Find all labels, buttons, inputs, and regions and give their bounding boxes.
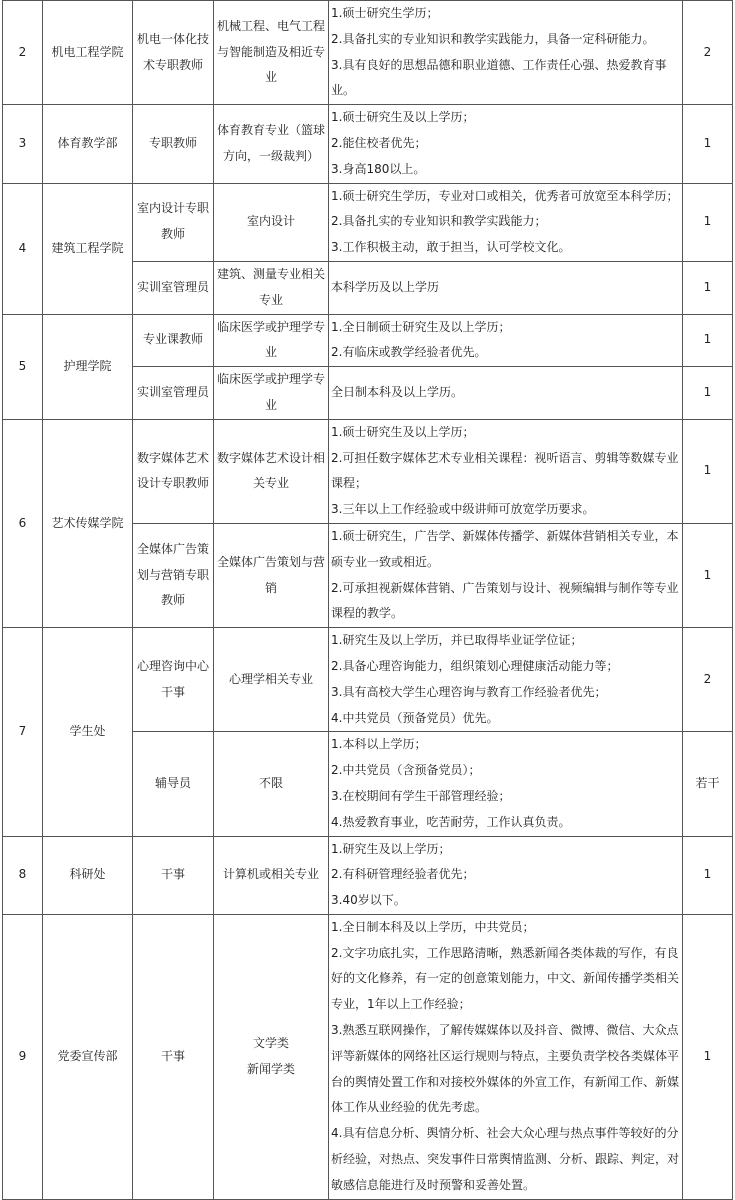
requirement-line: 业。 <box>331 83 356 98</box>
requirements <box>329 836 683 914</box>
requirement-line: 1.硕士研究生学历； <box>331 6 439 20</box>
requirement-line: 2.具备扎实的专业知识和教学实践能力，具备一定科研能力。 <box>331 31 655 46</box>
department: 建筑工程学院 <box>43 183 133 314</box>
requirements <box>329 105 683 183</box>
headcount: 1 <box>683 523 733 627</box>
requirements <box>329 419 683 523</box>
table-row <box>3 105 733 183</box>
row-number: 9 <box>3 914 43 1199</box>
requirement-line: 1.研究生及以上学历； <box>331 841 451 856</box>
requirement-line: 2.具备心理咨询能力，组织策划心理健康活动能力等； <box>331 658 619 673</box>
table-row <box>3 1 733 105</box>
requirement-line: 硕专业一致或相近。 <box>331 554 440 569</box>
row-number: 8 <box>3 836 43 914</box>
requirement-line: 2.能住校者优先； <box>331 135 427 150</box>
requirements <box>329 628 683 732</box>
headcount: 1 <box>683 105 733 183</box>
table-row <box>3 314 733 367</box>
major-line: 文学类 <box>252 1035 289 1050</box>
major: 临床医学或护理学专业 <box>214 367 329 420</box>
requirement-line: 3.身高180以上。 <box>331 161 426 176</box>
recruitment-table <box>2 0 733 1200</box>
requirement-line: 3.三年以上工作经验或中级讲师可放宽学历要求。 <box>331 502 595 517</box>
requirement-line: 3.工作积极主动，敢于担当，认可学校文化。 <box>331 240 571 255</box>
table-row <box>3 914 733 1199</box>
row-number: 6 <box>3 419 43 627</box>
headcount: 1 <box>683 261 733 314</box>
requirement-line: 4.具有信息分析、舆情分析、社会大众心理与热点事件等较好的分 <box>331 1126 679 1141</box>
major <box>214 914 329 1199</box>
position: 机电一体化技术专职教师 <box>133 1 214 105</box>
requirement-line: 4.热爱教育事业，吃苦耐劳，工作认真负责。 <box>331 814 571 829</box>
requirement-line: 2.有临床或教学经验者优先。 <box>331 345 487 360</box>
headcount: 若干 <box>683 732 733 836</box>
requirement-line: 1.全日制本科及以上学历，中共党员； <box>331 919 535 934</box>
row-number: 3 <box>3 105 43 183</box>
requirement-line: 课程； <box>331 476 368 491</box>
headcount: 1 <box>683 419 733 523</box>
requirement-line: 1.硕士研究生及以上学历； <box>331 424 475 439</box>
position: 心理咨询中心干事 <box>133 628 214 732</box>
requirement-line: 3.40岁以下。 <box>331 893 406 908</box>
requirement-line: 本科学历及以上学历 <box>331 279 440 294</box>
requirement-line: 2.可担任数字媒体艺术专业相关课程：视听语言、剪辑等数媒专业 <box>331 450 679 465</box>
requirements <box>329 914 683 1199</box>
headcount: 1 <box>683 836 733 914</box>
position: 室内设计专职教师 <box>133 183 214 261</box>
requirement-line: 专业，1年以上工作经验； <box>331 997 471 1012</box>
major: 临床医学或护理学专业 <box>214 314 329 367</box>
requirements <box>329 523 683 627</box>
major-line: 新闻学类 <box>246 1061 295 1076</box>
requirements <box>329 261 683 314</box>
requirement-line: 台的舆情处置工作和对接校外媒体的外宣工作，有新闻工作、新媒 <box>331 1074 680 1089</box>
position: 辅导员 <box>133 732 214 836</box>
requirement-line: 1.硕士研究生及以上学历； <box>331 110 475 125</box>
requirement-line: 好的文化修养，有一定的创意策划能力，中文、新闻传播学类相关 <box>331 971 680 986</box>
requirement-line: 3.具有良好的思想品德和职业道德、工作责任心强、热爱教育事 <box>331 57 667 72</box>
table-row <box>3 183 733 261</box>
position: 数字媒体艺术设计专职教师 <box>133 419 214 523</box>
position: 干事 <box>133 914 214 1199</box>
major: 不限 <box>214 732 329 836</box>
requirement-line: 3.熟悉互联网操作，了解传媒媒体以及抖音、微博、微信、大众点 <box>331 1023 679 1038</box>
department: 护理学院 <box>43 314 133 419</box>
requirements <box>329 732 683 836</box>
headcount: 2 <box>683 1 733 105</box>
table-row <box>3 628 733 732</box>
requirement-line: 1.本科以上学历； <box>331 737 427 752</box>
table-row <box>3 836 733 914</box>
requirement-line: 3.在校期间有学生干部管理经验； <box>331 788 511 803</box>
row-number: 7 <box>3 628 43 836</box>
major: 心理学相关专业 <box>214 628 329 732</box>
table-row <box>3 419 733 523</box>
major: 机械工程、电气工程与智能制造及相近专业 <box>214 1 329 105</box>
requirement-line: 1.研究生及以上学历，并已取得毕业证学位证； <box>331 633 583 648</box>
position: 干事 <box>133 836 214 914</box>
headcount: 2 <box>683 628 733 732</box>
requirement-line: 2.具备扎实的专业知识和教学实践能力； <box>331 214 547 229</box>
requirement-line: 1.硕士研究生学历，专业对口或相关，优秀者可放宽至本科学历； <box>331 188 679 203</box>
requirement-line: 敏感信息能进行及时预警和妥善处置。 <box>331 1177 536 1192</box>
major: 数字媒体艺术设计相关专业 <box>214 419 329 523</box>
requirement-line: 体工作从业经验的优先考虑。 <box>331 1100 488 1115</box>
headcount: 1 <box>683 183 733 261</box>
headcount: 1 <box>683 367 733 420</box>
requirement-line: 2.中共党员（含预备党员）； <box>331 763 481 778</box>
headcount: 1 <box>683 914 733 1199</box>
position: 全媒体广告策划与营销专职教师 <box>133 523 214 627</box>
department: 体育教学部 <box>43 105 133 183</box>
department: 机电工程学院 <box>43 1 133 105</box>
requirement-line: 课程的教学。 <box>331 606 404 621</box>
requirement-line: 4.中共党员（预备党员）优先。 <box>331 710 499 725</box>
requirement-line: 2.可承担视新媒体营销、广告策划与设计、视频编辑与制作等专业 <box>331 580 679 595</box>
major: 全媒体广告策划与营销 <box>214 523 329 627</box>
department: 党委宣传部 <box>43 914 133 1199</box>
requirement-line: 3.具有高校大学生心理咨询与教育工作经验者优先； <box>331 684 607 699</box>
requirement-line: 2.文字功底扎实，工作思路清晰，熟悉新闻各类体裁的写作，有良 <box>331 945 679 960</box>
requirement-line: 全日制本科及以上学历。 <box>331 385 464 400</box>
requirements <box>329 1 683 105</box>
major: 建筑、测量专业相关专业 <box>214 261 329 314</box>
requirement-line: 1.全日制硕士研究生及以上学历； <box>331 319 511 334</box>
row-number: 4 <box>3 183 43 314</box>
position: 专职教师 <box>133 105 214 183</box>
requirements <box>329 183 683 261</box>
requirements <box>329 314 683 367</box>
requirement-line: 评等新媒体的网络社区运行规则与特点，主要负责学校各类媒体平 <box>331 1048 680 1063</box>
requirement-line: 析经验，对热点、突发事件日常舆情监测、分析、跟踪、判定，对 <box>331 1152 680 1167</box>
headcount: 1 <box>683 314 733 367</box>
department: 学生处 <box>43 628 133 836</box>
position: 专业课教师 <box>133 314 214 367</box>
major: 计算机或相关专业 <box>214 836 329 914</box>
department: 艺术传媒学院 <box>43 419 133 627</box>
row-number: 2 <box>3 1 43 105</box>
requirement-line: 2.有科研管理经验者优先； <box>331 867 475 882</box>
major: 体育教育专业（篮球方向，一级裁判） <box>214 105 329 183</box>
major: 室内设计 <box>214 183 329 261</box>
department: 科研处 <box>43 836 133 914</box>
position: 实训室管理员 <box>133 261 214 314</box>
requirements <box>329 367 683 420</box>
row-number: 5 <box>3 314 43 419</box>
position: 实训室管理员 <box>133 367 214 420</box>
requirement-line: 1.硕士研究生，广告学、新媒体传播学、新媒体营销相关专业，本 <box>331 528 679 543</box>
